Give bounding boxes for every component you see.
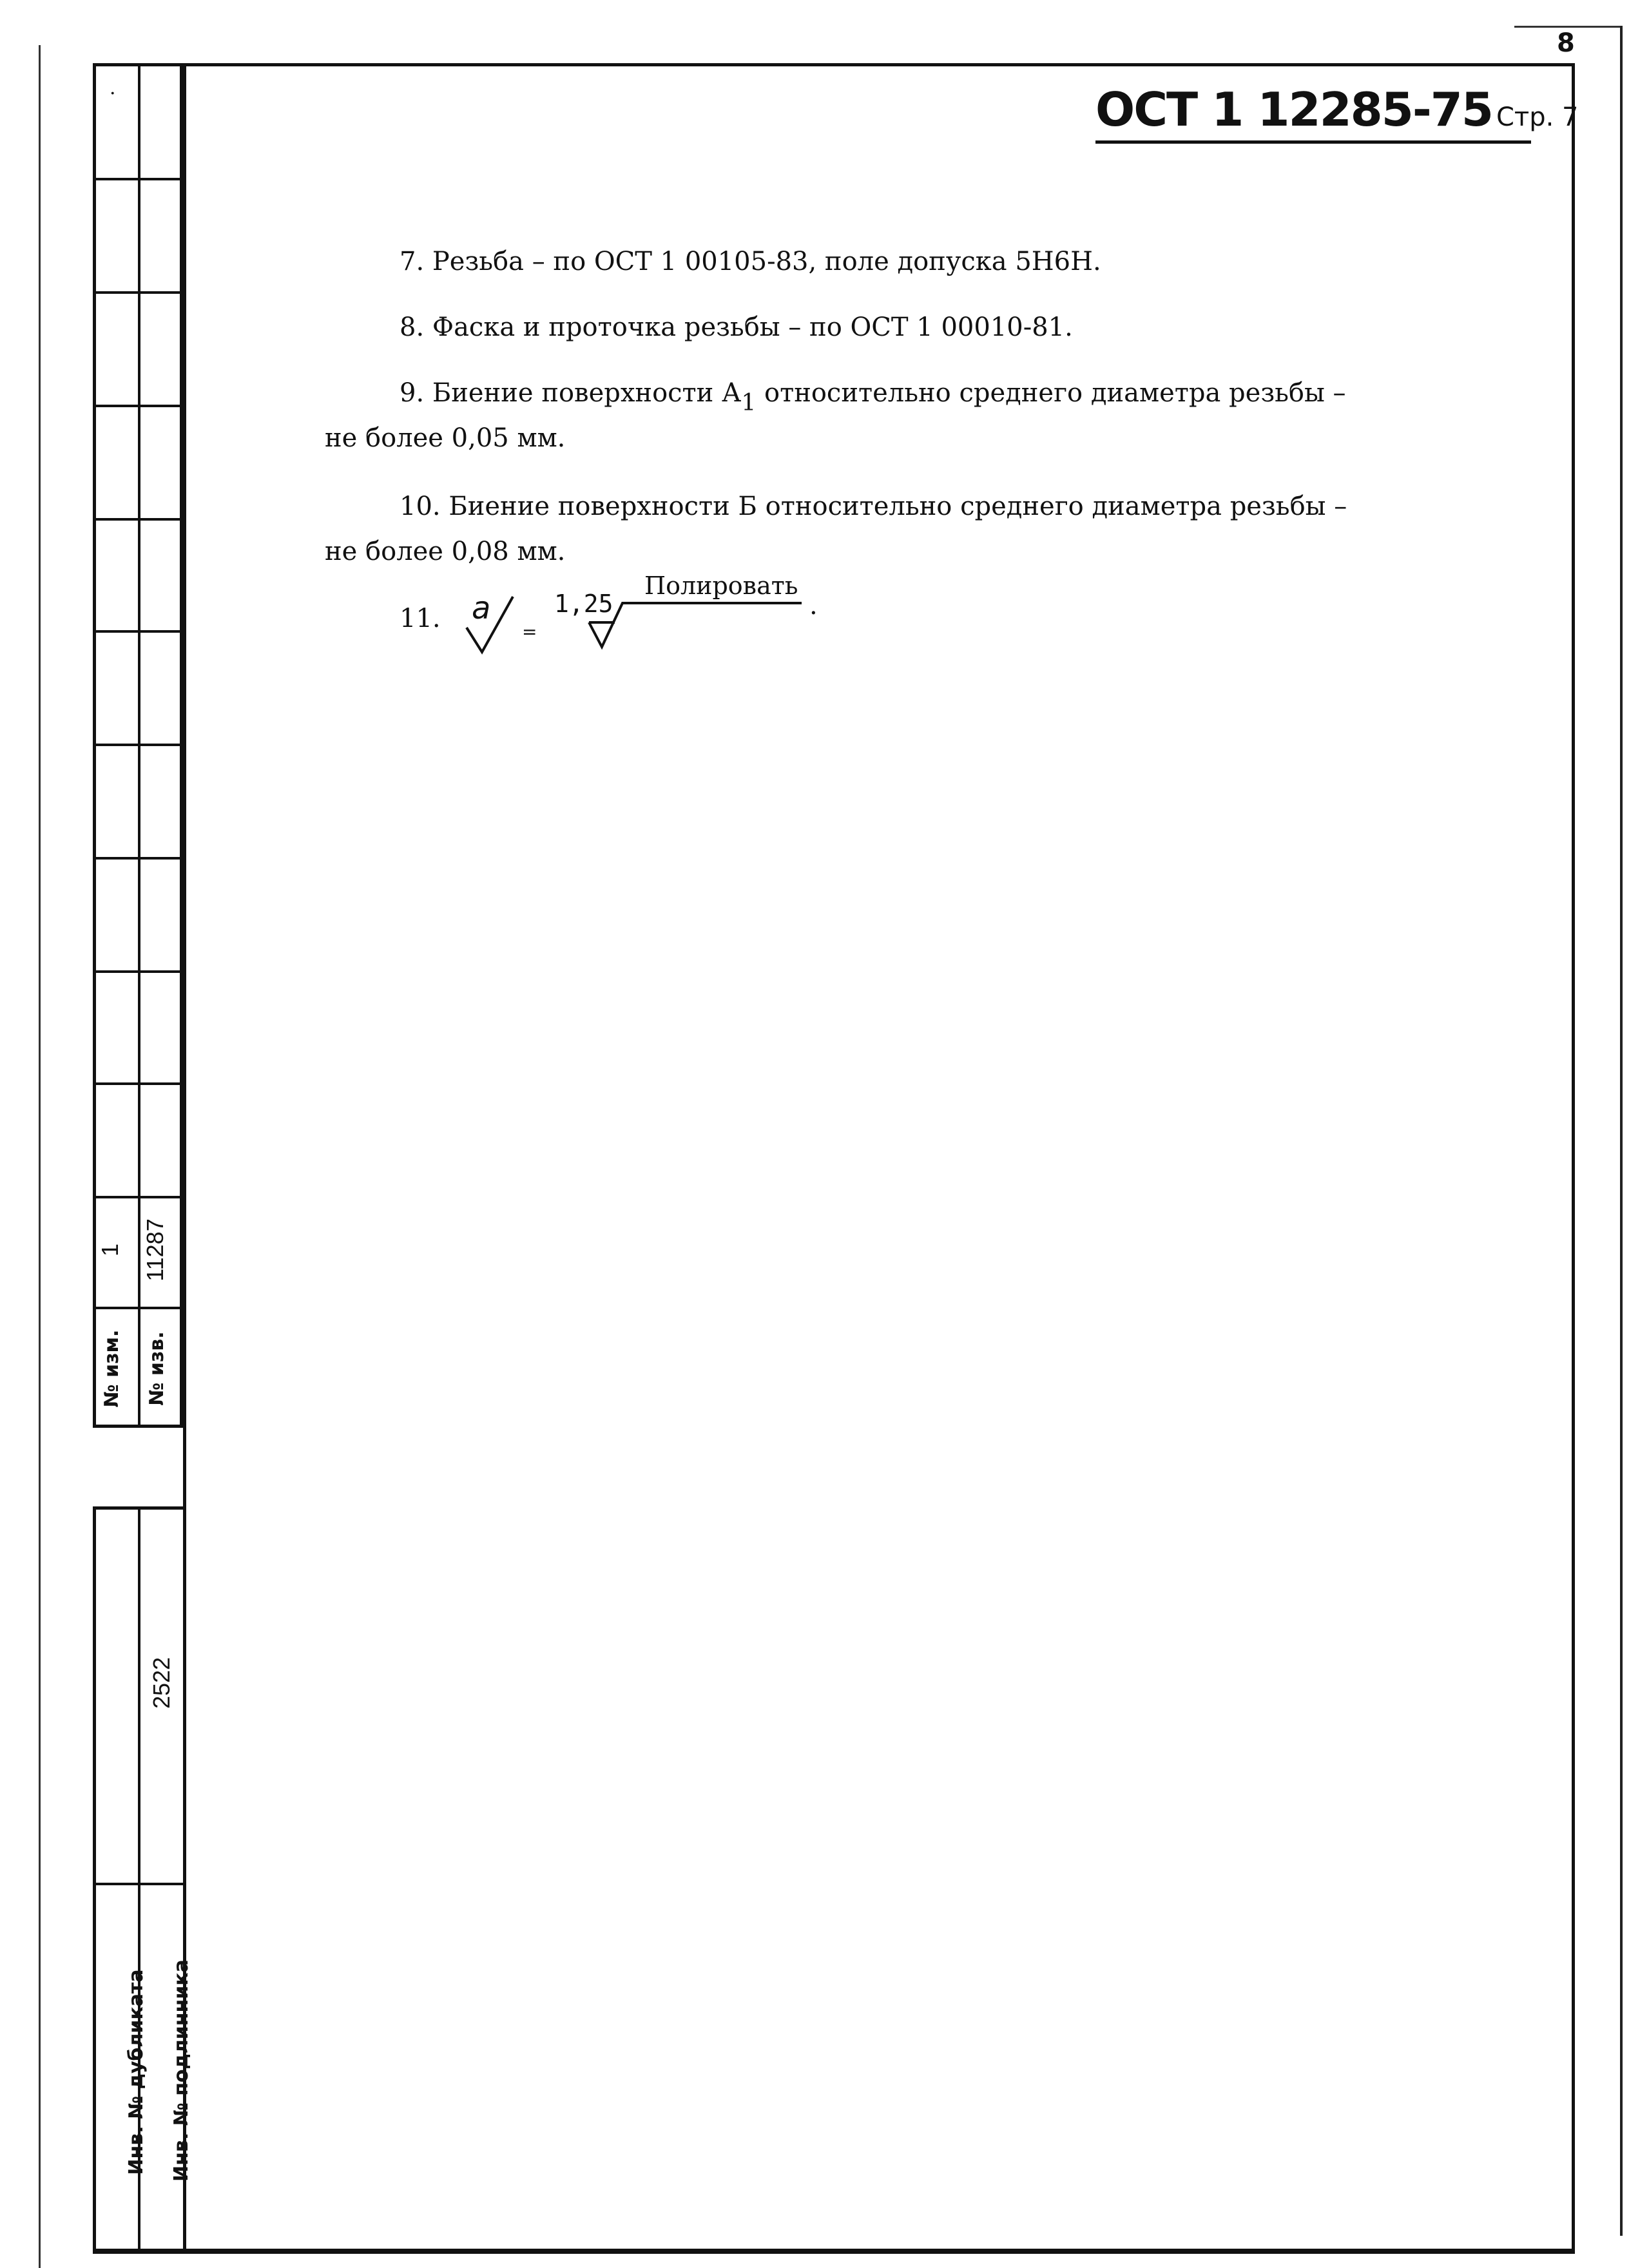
change-log-row-line [93,178,183,180]
original-inv-label: Инв. № подлинника [170,1959,193,2182]
paragraph-11-number: 11. [400,604,441,633]
equals-sign: = [522,621,537,642]
paragraph-7: 7. Резьба – по ОСТ 1 00105-83, поле допуска 5Н6Н. [400,247,1101,276]
paragraph-9-subscript: 1 [741,390,757,416]
paragraph-10-line-1: 10. Биение поверхности Б относительно среднего диаметра резьбы – [400,492,1347,521]
title-underline [1095,140,1531,144]
sheet-right-edge [1620,26,1623,2236]
paragraph-9-line-2: не более 0,05 мм. [325,423,566,453]
paragraph-9-prefix: 9. Биение поверхности А [400,378,742,408]
paragraph-9-line-1 [400,378,1346,416]
notice-no-label: № изв. [146,1331,168,1406]
sheet-number: 8 [1557,28,1575,58]
document-code: ОСТ 1 12285-75 [1095,82,1492,137]
change-no-value: 1 [97,1243,123,1257]
roughness-value: 1,25 [554,590,613,618]
change-log-row-line [93,857,183,860]
sheet-top-edge [1514,26,1623,28]
change-log-row-line [93,291,183,294]
change-log-row-line [93,1082,183,1085]
change-log-row-line [93,744,183,746]
inventory-row-line [93,1883,183,1885]
paragraph-11-end: . [809,591,818,620]
change-log-row-line [93,1307,183,1309]
roughness-machining-icon [586,601,805,652]
roughness-sign-letter: a [472,593,491,626]
paragraph-9-suffix: относительно среднего диаметра резьбы – [756,378,1346,408]
roughness-note: Полировать [644,572,798,600]
paragraph-10-line-2: не более 0,08 мм. [325,537,566,566]
paragraph-8: 8. Фаска и проточка резьбы – по ОСТ 1 00010-81. [400,312,1073,342]
duplicate-inv-label: Инв. № дубликата [125,1969,148,2175]
scan-mark: · [110,82,116,105]
roughness-sign-icon [463,593,546,657]
change-log-row-line [93,630,183,633]
change-log-row-line [93,518,183,521]
notice-no-value: 11287 [142,1218,168,1282]
document-title [1095,82,1578,137]
change-log-row-line [93,1196,183,1198]
change-log-row-line [93,970,183,973]
original-inv-value: 2522 [148,1657,175,1709]
change-no-label: № изм. [101,1329,123,1408]
frame-inner-border [183,63,186,2254]
change-log-row-line [93,405,183,407]
page-label: Стр. 7 [1496,102,1579,132]
sheet-left-edge [39,45,41,2268]
